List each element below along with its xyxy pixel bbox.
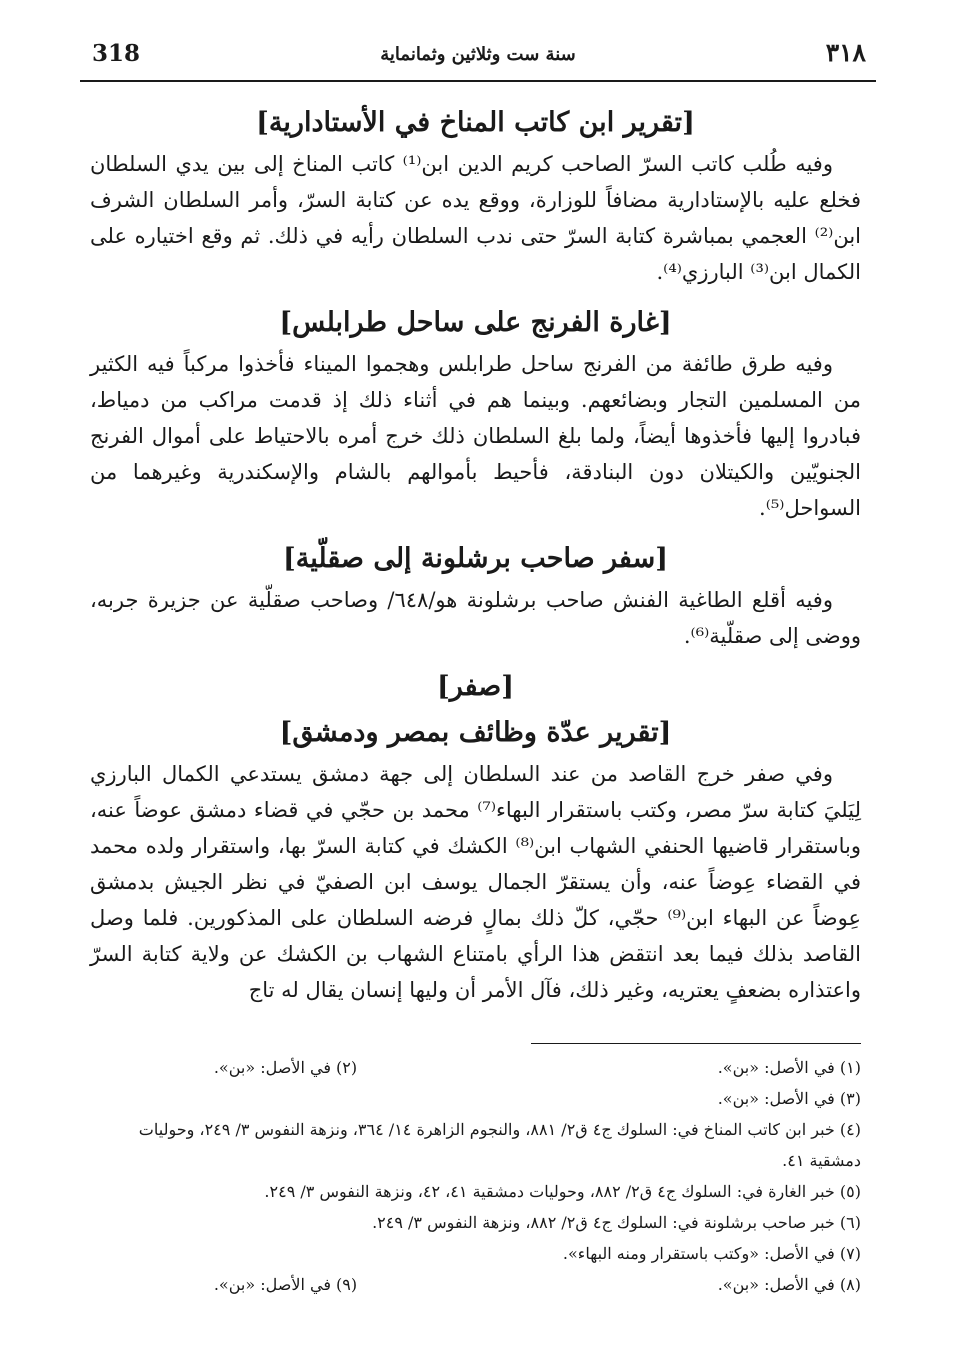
footnote-9: (٩) في الأصل: «بن». <box>213 1275 358 1294</box>
main-text <box>90 96 861 1018</box>
footnote-row <box>90 1269 861 1300</box>
section-heading: [سفر صاحب برشلونة إلى صقلّية] <box>283 543 668 574</box>
page-number-latin: 318 <box>92 40 141 67</box>
page-number-arabic: ٣١٨ <box>825 38 866 67</box>
footnotes <box>90 1052 861 1300</box>
footnote-rule <box>531 1043 861 1044</box>
footnote-8: (٨) في الأصل: «بن». <box>717 1275 861 1294</box>
footnote-1: (١) في الأصل: «بن». <box>717 1058 861 1077</box>
section-paragraph: وفيه أقلع الطاغية الفنش صاحب برشلونة هو/٦٤٨/ وصاحب صقلّية عن جزيرة جربه، ووضى إلى صقلّية⁽⁶⁾. <box>90 588 861 648</box>
section-paragraph: وفيه طرق طائفة من الفرنج ساحل طرابلس وهجموا الميناء فأخذوا مركباً فيه الكثير من المسلمين التجار وبضائعهم. وبينما هم في أثناء ذلك إذ قدمت مراكب من دمياط، فبادروا إليها فأخذوها أيضاً، ولما بلغ السلطان ذلك خرج أمره بالاحتياط على أموال الفرنج الجنويّين والكيتلان دون البنادقة، فأحيط بأموالهم بالشام والإسكندرية وغيرهما من السواحل⁽⁵⁾. <box>90 352 861 520</box>
footnote-2: (٢) في الأصل: «بن». <box>213 1058 358 1077</box>
footnote-row <box>90 1052 861 1083</box>
footnote-6: (٦) خبر صاحب برشلونة في: السلوك ج٤ ق٢/ ٨٨٢، ونزهة النفوس ٣/ ٢٤٩. <box>372 1213 861 1232</box>
running-header <box>80 36 876 76</box>
header-rule <box>80 80 876 82</box>
footnote-4: (٤) خبر ابن كاتب المناخ في: السلوك ج٤ ق٢/ ٨٨١، والنجوم الزاهرة ١٤/ ٣٦٤، ونزهة النفوس ٣/ ٢٤٩، وحوليات دمشقية ٤١. <box>138 1120 861 1170</box>
month-heading: [صفر] <box>436 671 515 702</box>
footnote-7: (٧) في الأصل: «وكتب باستقرار ومنه البهاء». <box>562 1244 861 1263</box>
footnote-5: (٥) خبر الغارة في: السلوك ج٤ ق٢/ ٨٨٢، وحوليات دمشقية ٤١، ٤٢، ونزهة النفوس ٣/ ٢٤٩. <box>264 1182 861 1201</box>
section-heading: [تقرير ابن كاتب المناخ في الأستادارية] <box>256 107 695 138</box>
running-title: سنة ست وثلاثين وثمانماية <box>380 44 576 65</box>
section-paragraph: وفيه طُلب كاتب السرّ الصاحب كريم الدين ابن⁽¹⁾ كاتب المناخ إلى بين يدي السلطان فخلع عليه بالإستادارية مضافاً للوزارة، ووقع يده عن كتابة السرّ، وأمر السلطان الشرف ابن⁽²⁾ العجمي بمباشرة كتابة السرّ حتى ندب السلطان رأيه في ذلك. ثم وقع اختياره على الكمال ابن⁽³⁾ البارزي⁽⁴⁾. <box>90 152 861 284</box>
footnote-3: (٣) في الأصل: «بن». <box>717 1089 861 1108</box>
section-heading: [تقرير عدّة وظائف بمصر ودمشق] <box>279 717 672 748</box>
section-paragraph: وفي صفر خرج القاصد من عند السلطان إلى جهة دمشق يستدعي الكمال البارزي لِيَليَ كتابة سرّ مصر، وكتب باستقرار البهاء⁽⁷⁾ محمد بن حجّي في قضاء دمشق عوضاً عنه، وباستقرار قاضيها الحنفي الشهاب ابن⁽⁸⁾ الكشك في كتابة السرّ بها، واستقرار ولده محمد في القضاء عِوضاً عنه، وأن يستقرّ الجمال يوسف ابن الصفيّ في نظر الجيش بدمشق عِوضاً عن البهاء ابن⁽⁹⁾ حجّي، كلّ ذلك بمالٍ فرضه السلطان على المذكورين. فلما وصل القاصد بذلك فيما بعد انتقض هذا الرأي بامتناع الشهاب بن الكشك عن ولاية كتابة السرّ واعتذاره بضعفٍ يعتريه، وغير ذلك، فآل الأمر أن وليها إنسان يقال له تاج <box>90 762 862 1002</box>
section-heading: [غارة الفرنج على ساحل طرابلس] <box>279 307 672 338</box>
